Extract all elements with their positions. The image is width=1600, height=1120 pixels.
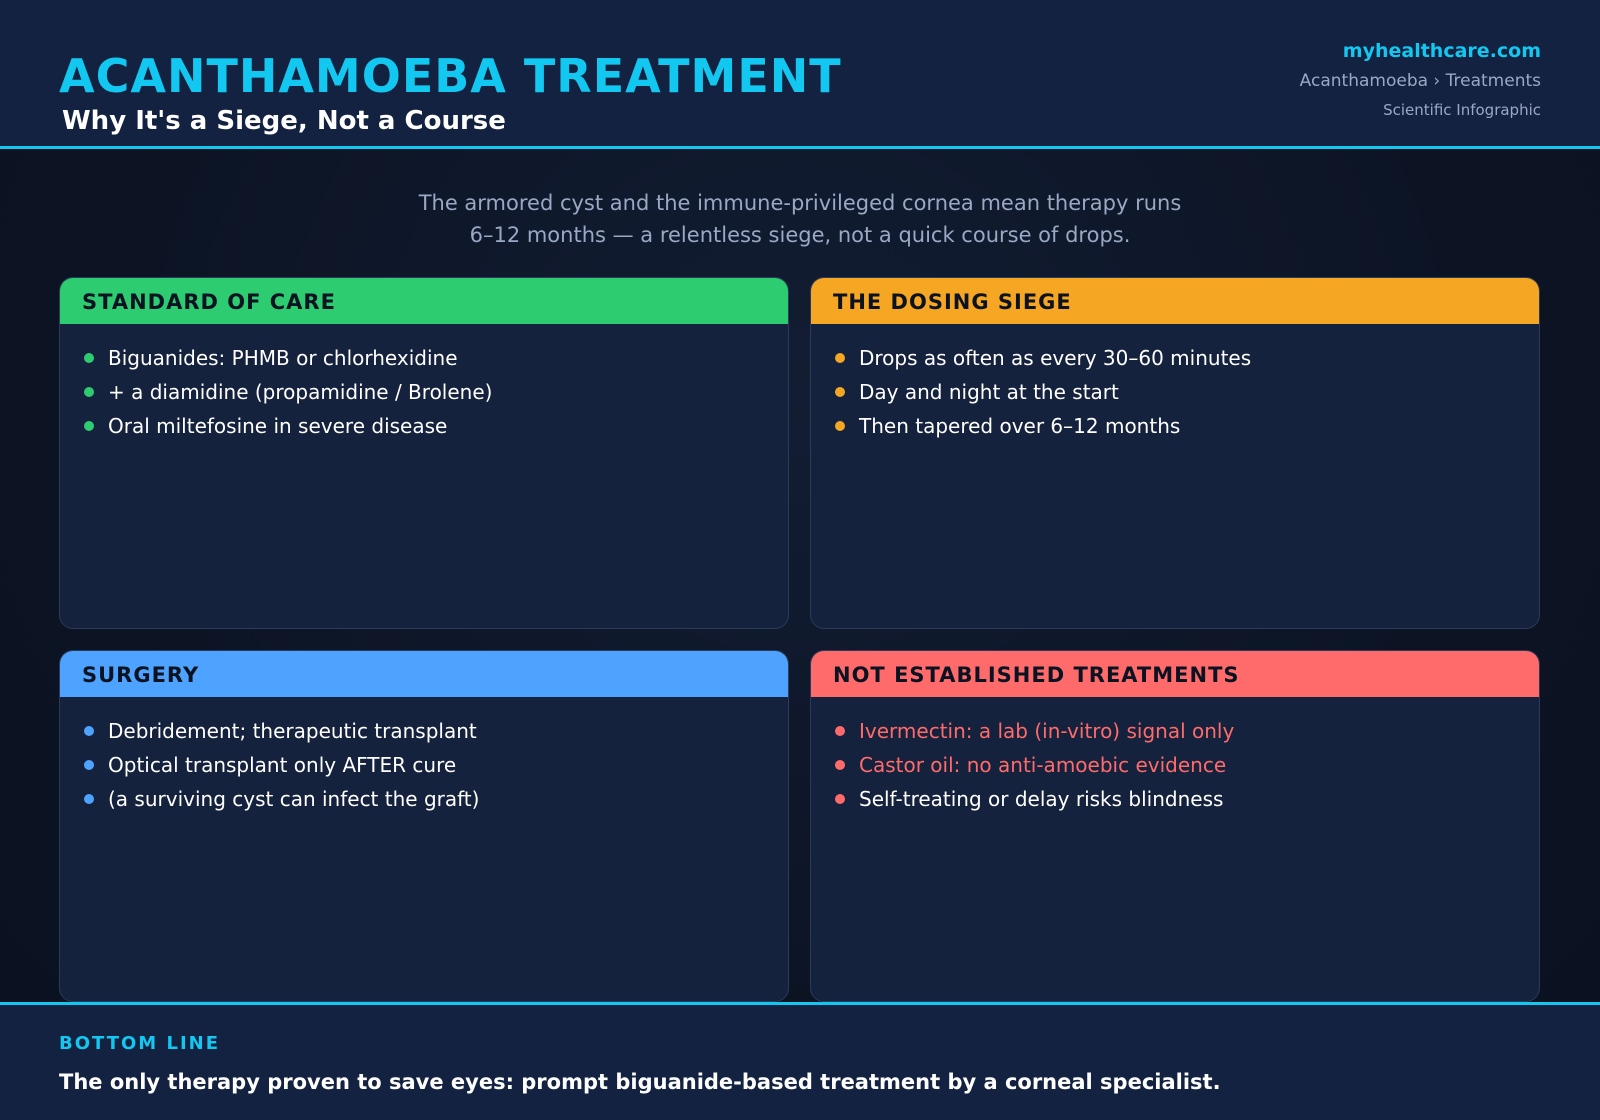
bullet-dot-icon — [84, 794, 94, 804]
bullet-list — [60, 324, 788, 443]
tagline: Scientific Infographic — [1383, 101, 1541, 119]
list-item — [835, 748, 1539, 782]
bullet-dot-icon — [84, 353, 94, 363]
bullet-dot-icon — [84, 387, 94, 397]
list-item-text: Then tapered over 6–12 months — [859, 414, 1181, 438]
list-item-text: (a surviving cyst can infect the graft) — [108, 787, 480, 811]
list-item-text: Drops as often as every 30–60 minutes — [859, 346, 1252, 370]
bottom-line-label: BOTTOM LINE — [59, 1033, 220, 1054]
list-item — [84, 714, 788, 748]
bullet-dot-icon — [835, 794, 845, 804]
intro-line: 6–12 months — a relentless siege, not a quick course of drops. — [469, 223, 1131, 247]
list-item-text: Biguanides: PHMB or chlorhexidine — [108, 346, 458, 370]
card-title: SURGERY — [60, 651, 788, 697]
list-item — [835, 714, 1539, 748]
bullet-dot-icon — [84, 421, 94, 431]
list-item-text: Castor oil: no anti-amoebic evidence — [859, 753, 1227, 777]
list-item — [84, 748, 788, 782]
card-dosing-siege — [810, 277, 1540, 629]
breadcrumb: Acanthamoeba › Treatments — [1299, 71, 1541, 91]
list-item — [835, 375, 1539, 409]
bullet-dot-icon — [84, 760, 94, 770]
list-item-text: Day and night at the start — [859, 380, 1119, 404]
card-title: STANDARD OF CARE — [60, 278, 788, 324]
card-surgery — [59, 650, 789, 1002]
list-item-text: Debridement; therapeutic transplant — [108, 719, 477, 743]
bullet-dot-icon — [835, 387, 845, 397]
bullet-dot-icon — [84, 726, 94, 736]
list-item — [835, 782, 1539, 816]
list-item-text: Self-treating or delay risks blindness — [859, 787, 1224, 811]
card-title: NOT ESTABLISHED TREATMENTS — [811, 651, 1539, 697]
list-item — [84, 341, 788, 375]
bullet-list — [60, 697, 788, 816]
list-item — [835, 341, 1539, 375]
bullet-list — [811, 697, 1539, 816]
list-item — [84, 375, 788, 409]
list-item — [835, 409, 1539, 443]
bullet-dot-icon — [835, 760, 845, 770]
list-item-text: Ivermectin: a lab (in-vitro) signal only — [859, 719, 1235, 743]
card-not-established-treatments — [810, 650, 1540, 1002]
list-item — [84, 409, 788, 443]
bottom-line-panel — [0, 1002, 1600, 1120]
page-header — [0, 0, 1600, 149]
page-title: ACANTHAMOEBA TREATMENT — [59, 49, 842, 103]
list-item — [84, 782, 788, 816]
bullet-dot-icon — [835, 726, 845, 736]
list-item-text: + a diamidine (propamidine / Brolene) — [108, 380, 493, 404]
page-subtitle: Why It's a Siege, Not a Course — [62, 106, 506, 136]
list-item-text: Oral miltefosine in severe disease — [108, 414, 448, 438]
bullet-dot-icon — [835, 353, 845, 363]
bullet-dot-icon — [835, 421, 845, 431]
bottom-line-text: The only therapy proven to save eyes: prompt biguanide-based treatment by a corneal specialist. — [59, 1070, 1221, 1094]
bullet-list — [811, 324, 1539, 443]
site-link[interactable]: myhealthcare.com — [1342, 40, 1541, 62]
intro-line: The armored cyst and the immune-privileged cornea mean therapy runs — [418, 191, 1182, 215]
list-item-text: Optical transplant only AFTER cure — [108, 753, 457, 777]
card-title: THE DOSING SIEGE — [811, 278, 1539, 324]
intro-text — [0, 187, 1600, 251]
card-standard-of-care — [59, 277, 789, 629]
